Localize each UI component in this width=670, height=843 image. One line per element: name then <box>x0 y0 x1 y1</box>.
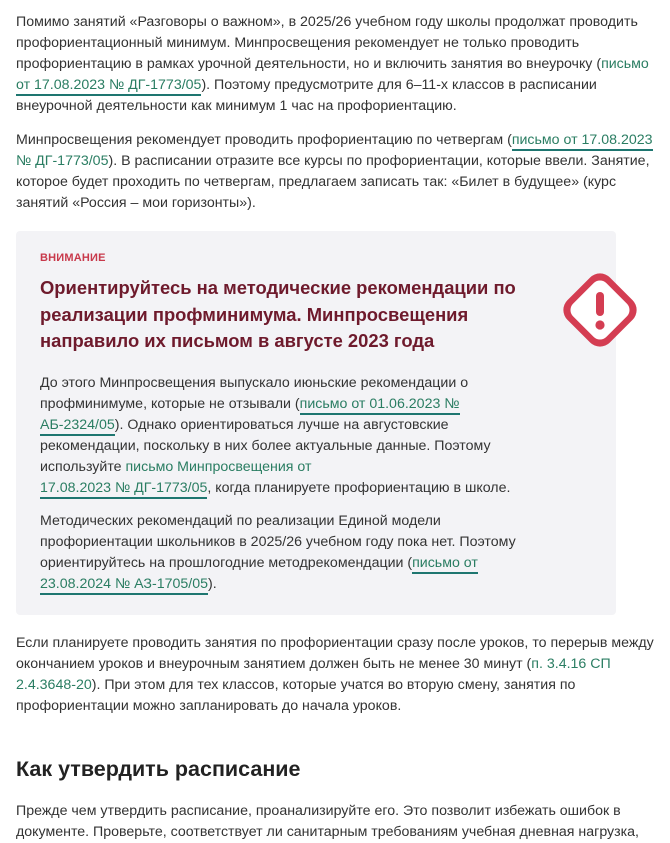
paragraph-thursdays: Минпросвещения рекомендует проводить профориентацию по четвергам (письмо от 17.08.2023 № ДГ-1773/05). В расписании отразите все курсы по профориентации, которые ввели. Занятие, которое будет проходить по четвергам, предлагаем записать так: «Билет в будущее» (курс занятий «Россия – мои горизонты»). <box>16 132 653 211</box>
warning-title: Ориентируйтесь на методические рекомендации по реализации профминимума. Минпросвещения направило их письмом в августе 2023 года <box>40 277 516 351</box>
warning-paragraph-1: До этого Минпросвещения выпускало июньские рекомендации о профминимуме, которые не отзывали (письмо от 01.06.2023 № АБ-2324/05). Однако ориентироваться лучше на августовские рекомендации, поскольку в них более актуальные данные. Поэтому используйте письмо Минпросвещения от 17.08.2023 № ДГ-1773/05, когда планируете профориентацию в школе. <box>40 373 540 499</box>
paragraph-profminimum: Помимо занятий «Разговоры о важном», в 2025/26 учебном году школы продолжат проводить профориентационный минимум. Минпросвещения рекомендует не только проводить профориентацию в рамках урочной деятельности, но и включить занятия во внеурочку (письмо от 17.08.2023 № ДГ-1773/05). Поэтому предусмотрите для 6–11-х классов в расписании внеурочной деятельности как минимум 1 час на профориентацию. <box>16 14 649 114</box>
letter-link-dg-1773-b[interactable]: письмо от 17.08.2023 № ДГ-1773/05 <box>16 132 653 169</box>
warning-box <box>16 231 616 615</box>
letter-link-az-1705[interactable]: письмо от 23.08.2024 № АЗ-1705/05 <box>40 555 478 595</box>
warning-paragraph-2: Методических рекомендаций по реализации Единой модели профориентации школьников в 2025/26 учебном году пока нет. Поэтому ориентируйтесь на прошлогодние методрекомендации (письмо от 23.08.2024 № АЗ-1705/05). <box>40 511 540 595</box>
letter-link-dg-1773-c[interactable]: письмо Минпросвещения от 17.08.2023 № ДГ-1773/05 <box>40 459 311 499</box>
paragraph-approve-schedule: Прежде чем утвердить расписание, проанализируйте его. Это позволит избежать ошибок в документе. Проверьте, соответствует ли санитарным требованиям учебная дневная нагрузка, <box>16 802 639 840</box>
sanpin-link[interactable]: п. 3.4.16 СП 2.4.3648-20 <box>16 655 611 693</box>
letter-link-ab-2324[interactable]: письмо от 01.06.2023 № АБ-2324/05 <box>40 396 460 436</box>
paragraph-break-after-lessons: Если планируете проводить занятия по профориентации сразу после уроков, то перерыв между окончанием уроков и внеурочным занятием должен быть не менее 30 минут (п. 3.4.16 СП 2.4.3648-20). При этом для тех классов, которые учатся во вторую смену, занятия по профориентации можно запланировать до начала уроков. <box>16 634 654 714</box>
letter-link-dg-1773-a[interactable]: письмо от 17.08.2023 № ДГ-1773/05 <box>16 56 649 96</box>
warning-label: ВНИМАНИЕ <box>40 252 106 264</box>
section-heading: Как утвердить расписание <box>16 756 301 781</box>
alert-exclamation-icon <box>552 262 648 358</box>
